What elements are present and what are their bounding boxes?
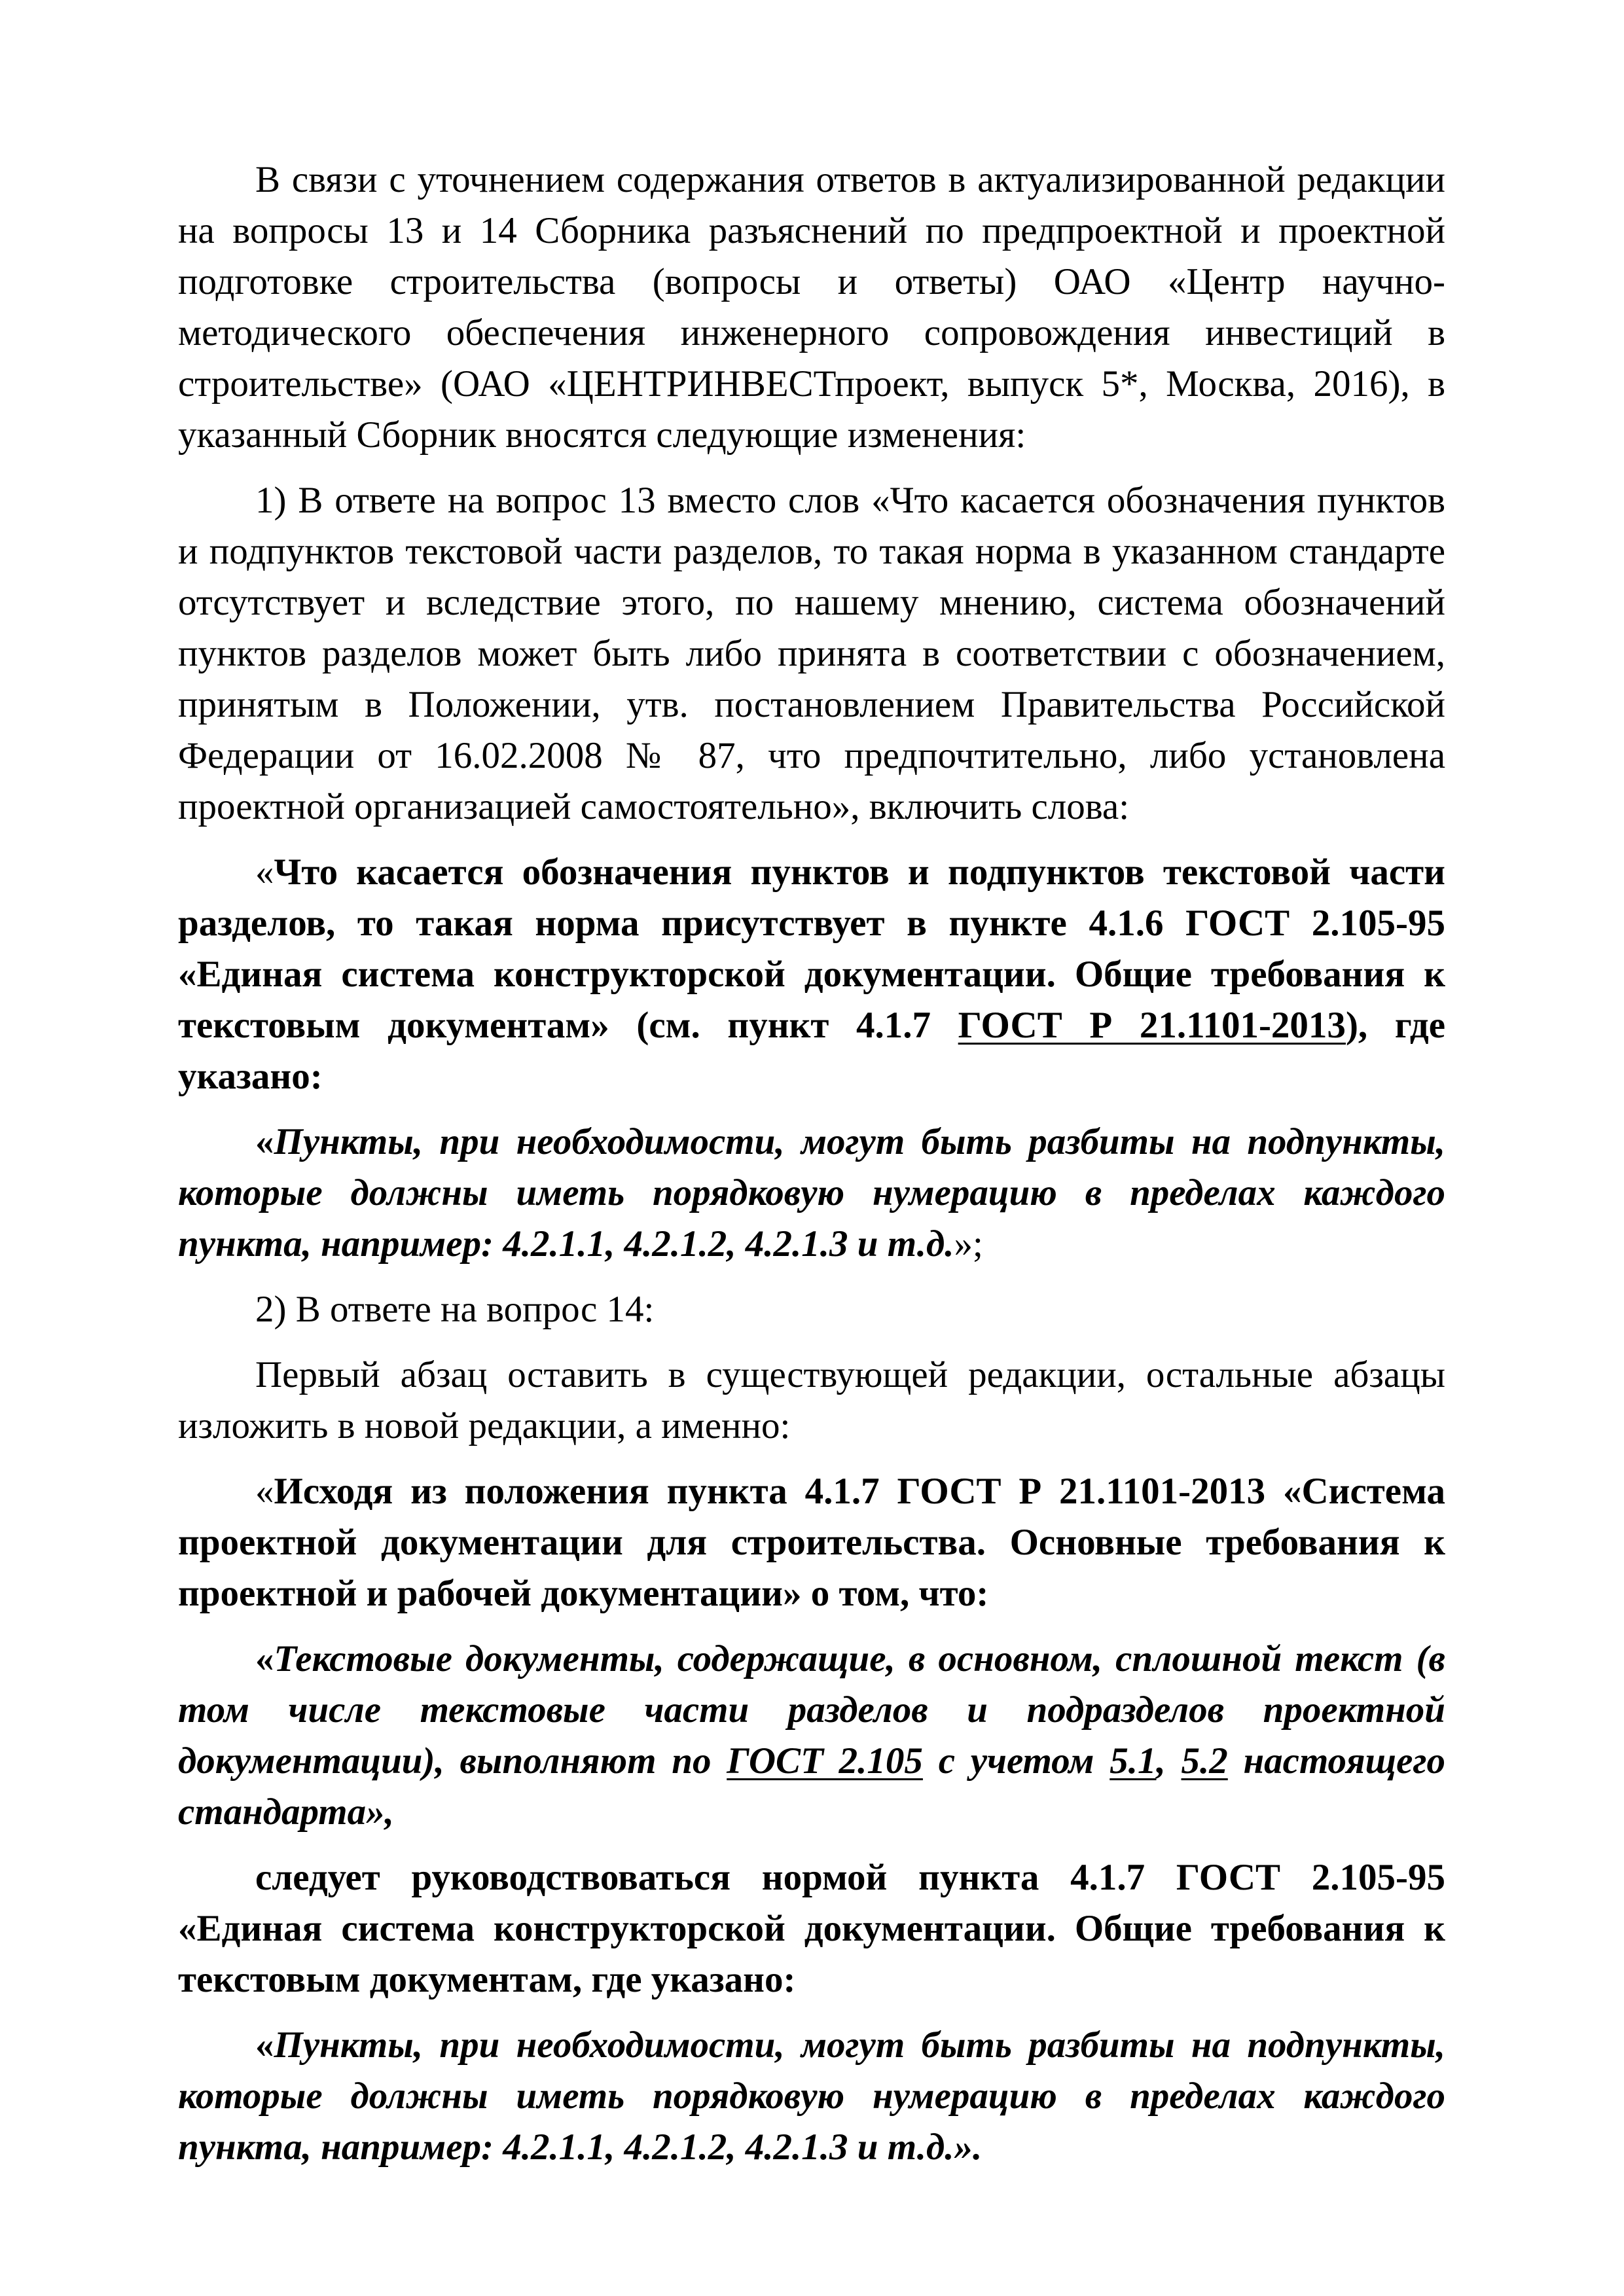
change-2-quote	[178, 1634, 1445, 1838]
change-1-paragraph: 1) В ответе на вопрос 13 вместо слов «Что касается обозначения пунктов и подпунктов текстовой части разделов, то такая норма в указанном стандарте отсутствует и вследствие этого, по нашему мнению, система обозначений пунктов разделов может быть либо принята в соответствии с обозначением, принятым в Положении, утв. постановлением Правительства Российской Федерации от 16.02.2008 № 87, что предпочтительно, либо установлена проектной организацией самостоятельно», включить слова:	[178, 480, 1445, 827]
bold-text: Исходя из положения пункта 4.1.7 ГОСТ Р 21.1101-2013 «Система проектной документации для строительства. Основные требования к проектной и рабочей документации» о том, что:	[178, 1471, 1445, 1614]
bold-text: Что касается обозначения пунктов и подпунктов текстовой части разделов, то такая норма присутствует в пункте 4.1.6 ГОСТ 2.105-95 «Единая система конструкторской документации. Общие требования к текстовым документам» (см. пункт 4.1.7	[178, 852, 1445, 1046]
close-quote: »;	[954, 1223, 983, 1265]
change-2-final-quote	[178, 2020, 1445, 2173]
quoted-rule-text: Пункты, при необходимости, могут быть разбиты на подпункты, которые должны иметь порядковую нумерацию в пределах каждого пункта, например: 4.2.1.1, 4.2.1.2, 4.2.1.3 и т.д.».	[178, 2024, 1445, 2168]
quoted-text-2: с учетом	[922, 1740, 1110, 1782]
quoted-rule-text: Пункты, при необходимости, могут быть разбиты на подпункты, которые должны иметь порядковую нумерацию в пределах каждого пункта, например: 4.2.1.1, 4.2.1.2, 4.2.1.3 и т.д.	[178, 1121, 1445, 1265]
gost-21-1101-link[interactable]: ГОСТ Р 21.1101-2013	[958, 1005, 1346, 1046]
open-quote: «	[255, 2024, 274, 2066]
document-body	[178, 154, 1445, 2173]
open-quote: «	[255, 852, 274, 893]
open-quote: «	[255, 1121, 274, 1162]
quoted-text-1: Текстовые документы, содержащие, в основном, сплошной текст (в том числе текстовые части разделов и подразделов проектной документации), выполняют по	[178, 1638, 1445, 1782]
change-2-instruction: Первый абзац оставить в существующей редакции, остальные абзацы изложить в новой редакции, а именно:	[178, 1354, 1445, 1446]
clause-5-1-link[interactable]: 5.1	[1110, 1740, 1157, 1782]
separator: ,	[1156, 1740, 1182, 1782]
open-quote: «	[255, 1638, 274, 1679]
clause-5-2-link[interactable]: 5.2	[1181, 1740, 1228, 1782]
change-2-new-text	[178, 1466, 1445, 1619]
quoted-text-3: настоящего стандарта»,	[178, 1740, 1445, 1833]
change-2-heading: 2) В ответе на вопрос 14:	[255, 1289, 655, 1330]
change-2-conclusion: следует руководствоваться нормой пункта 4.1.7 ГОСТ 2.105-95 «Единая система конструкторской документации. Общие требования к текстовым документам, где указано:	[178, 1857, 1445, 2000]
intro-paragraph: В связи с уточнением содержания ответов в актуализированной редакции на вопросы 13 и 14 Сборника разъяснений по предпроектной и проектной подготовке строительства (вопросы и ответы) ОАО «Центр научно-методического обеспечения инженерного сопровождения инвестиций в строительстве» (ОАО «ЦЕНТРИНВЕСТпроект, выпуск 5*, Москва, 2016), в указанный Сборник вносятся следующие изменения:	[178, 159, 1445, 456]
gost-2-105-link[interactable]: ГОСТ 2.105	[727, 1740, 923, 1782]
change-1-new-text	[178, 847, 1445, 1102]
change-1-quote	[178, 1117, 1445, 1270]
open-quote: «	[255, 1471, 274, 1512]
bold-text-end: ), где указано:	[178, 1005, 1445, 1097]
